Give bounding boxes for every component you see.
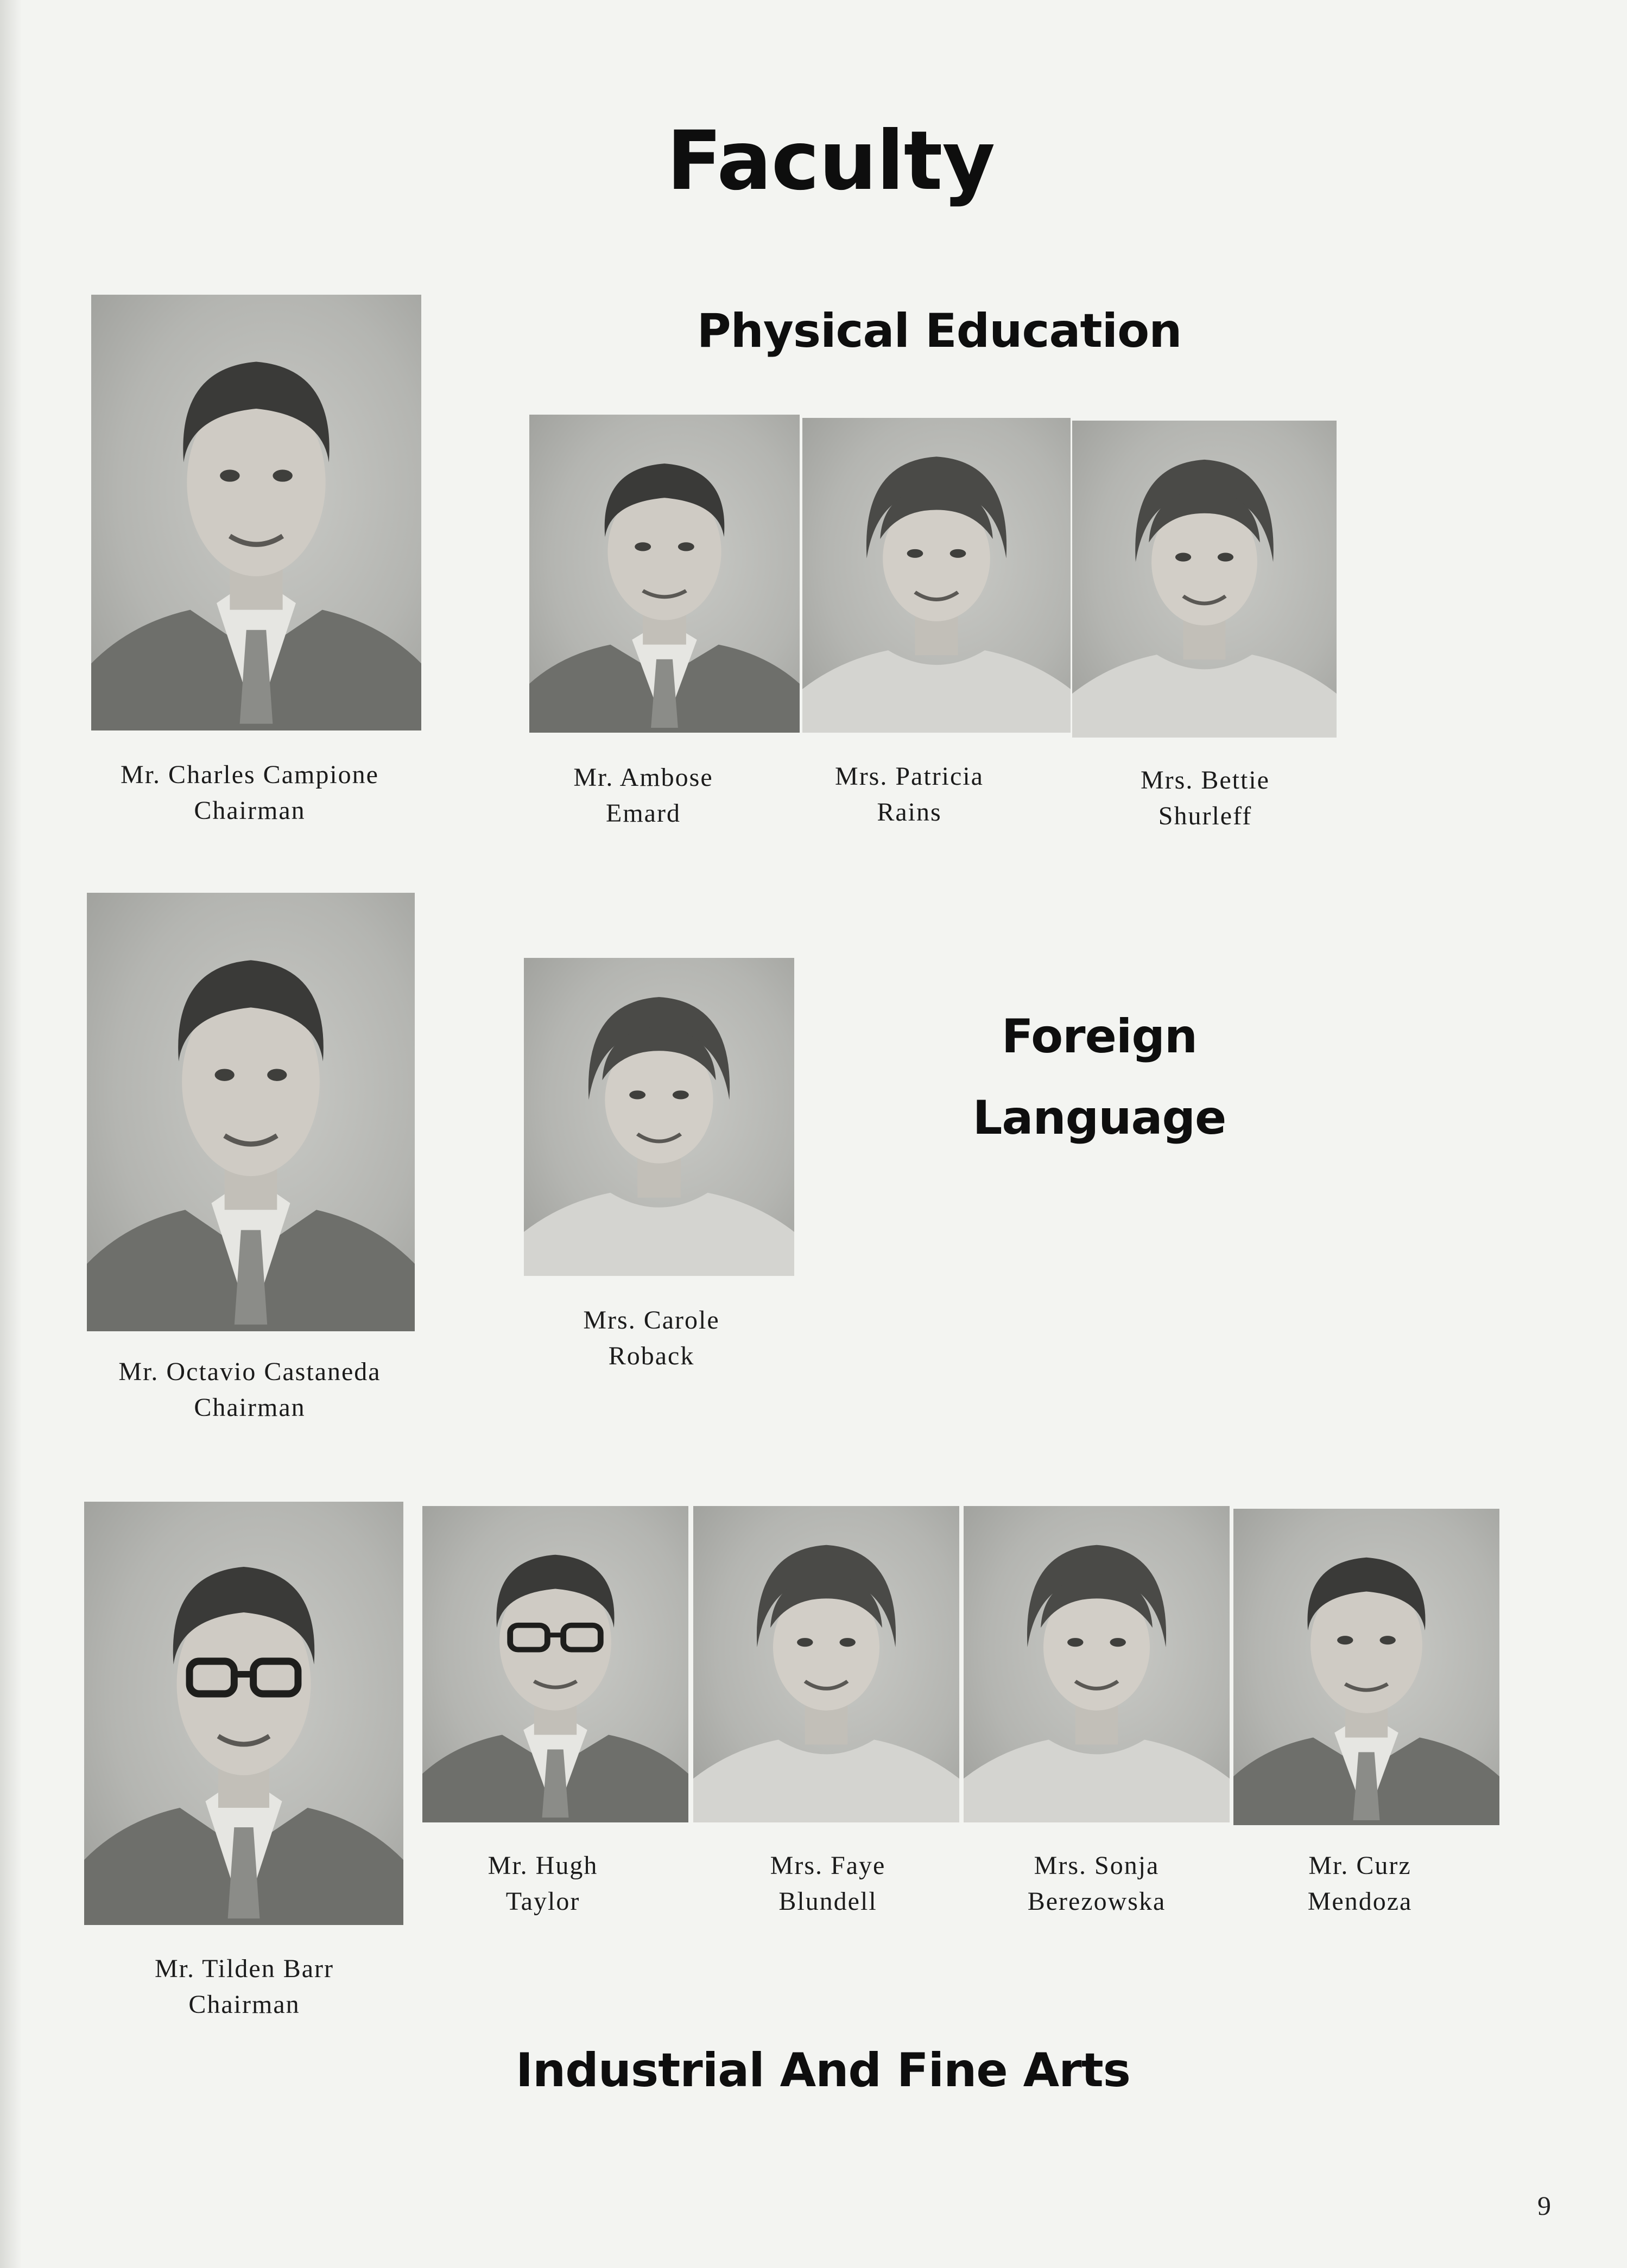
person-role: Blundell [778, 1887, 877, 1916]
caption-blundell [708, 1848, 947, 1920]
portrait-image [964, 1506, 1230, 1822]
person-role: Mendoza [1307, 1887, 1413, 1916]
portrait-photo-mendoza [1233, 1509, 1499, 1825]
person-name: Mr. Charles Campione [121, 760, 379, 789]
caption-barr [76, 1951, 413, 2023]
person-role: Chairman [194, 1393, 306, 1422]
person-name: Mr. Octavio Castaneda [118, 1357, 381, 1386]
caption-taylor [423, 1848, 662, 1920]
person-role: Taylor [505, 1887, 580, 1916]
caption-campione [81, 757, 418, 829]
portrait-image [529, 415, 800, 733]
person-name: Mr. Hugh [488, 1851, 598, 1880]
caption-shurleff [1083, 763, 1327, 834]
person-role: Shurleff [1158, 802, 1252, 830]
portrait-photo-roback [524, 958, 794, 1276]
person-role: Chairman [188, 1990, 300, 2019]
person-name: Mrs. Sonja [1034, 1851, 1160, 1880]
portrait-photo-berezowska [964, 1506, 1230, 1822]
portrait-image [524, 958, 794, 1276]
caption-emard [521, 760, 765, 831]
person-name: Mrs. Bettie [1141, 766, 1270, 795]
portrait-photo-campione [91, 295, 421, 730]
portrait-photo-barr [84, 1502, 403, 1925]
portrait-photo-taylor [422, 1506, 688, 1822]
caption-berezowska [972, 1848, 1221, 1920]
portrait-image [802, 418, 1071, 733]
portrait-image [91, 295, 421, 730]
person-name: Mr. Curz [1308, 1851, 1411, 1880]
person-role: Rains [877, 798, 942, 827]
portrait-photo-emard [529, 415, 800, 733]
page-binding-edge [0, 0, 22, 2268]
page-number: 9 [1537, 2190, 1551, 2221]
person-role: Roback [608, 1342, 695, 1370]
caption-mendoza [1240, 1848, 1479, 1920]
person-name: Mr. Ambose [573, 763, 713, 792]
portrait-image [87, 893, 415, 1331]
person-name: Mrs. Faye [770, 1851, 886, 1880]
person-name: Mrs. Carole [583, 1306, 720, 1335]
portrait-photo-castaneda [87, 893, 415, 1331]
person-role: Berezowska [1027, 1887, 1166, 1916]
page-title: Faculty [666, 114, 995, 208]
portrait-image [422, 1506, 688, 1822]
section-heading-foreign-language-line1: Foreign [1001, 1009, 1198, 1064]
person-role: Chairman [194, 796, 306, 825]
portrait-photo-blundell [693, 1506, 959, 1822]
portrait-photo-shurleff [1072, 421, 1337, 738]
portrait-photo-rains [802, 418, 1071, 733]
portrait-image [1233, 1509, 1499, 1825]
caption-roback [529, 1303, 774, 1374]
portrait-image [1072, 421, 1337, 738]
portrait-image [693, 1506, 959, 1822]
person-name: Mrs. Patricia [835, 762, 984, 791]
caption-rains [787, 759, 1031, 830]
person-role: Emard [606, 799, 681, 828]
section-heading-physical-education: Physical Education [697, 304, 1182, 358]
portrait-image [84, 1502, 403, 1925]
section-heading-foreign-language-line2: Language [972, 1091, 1226, 1145]
section-heading-industrial-fine-arts: Industrial And Fine Arts [516, 2043, 1130, 2098]
caption-castaneda [81, 1354, 418, 1426]
person-name: Mr. Tilden Barr [154, 1954, 334, 1983]
